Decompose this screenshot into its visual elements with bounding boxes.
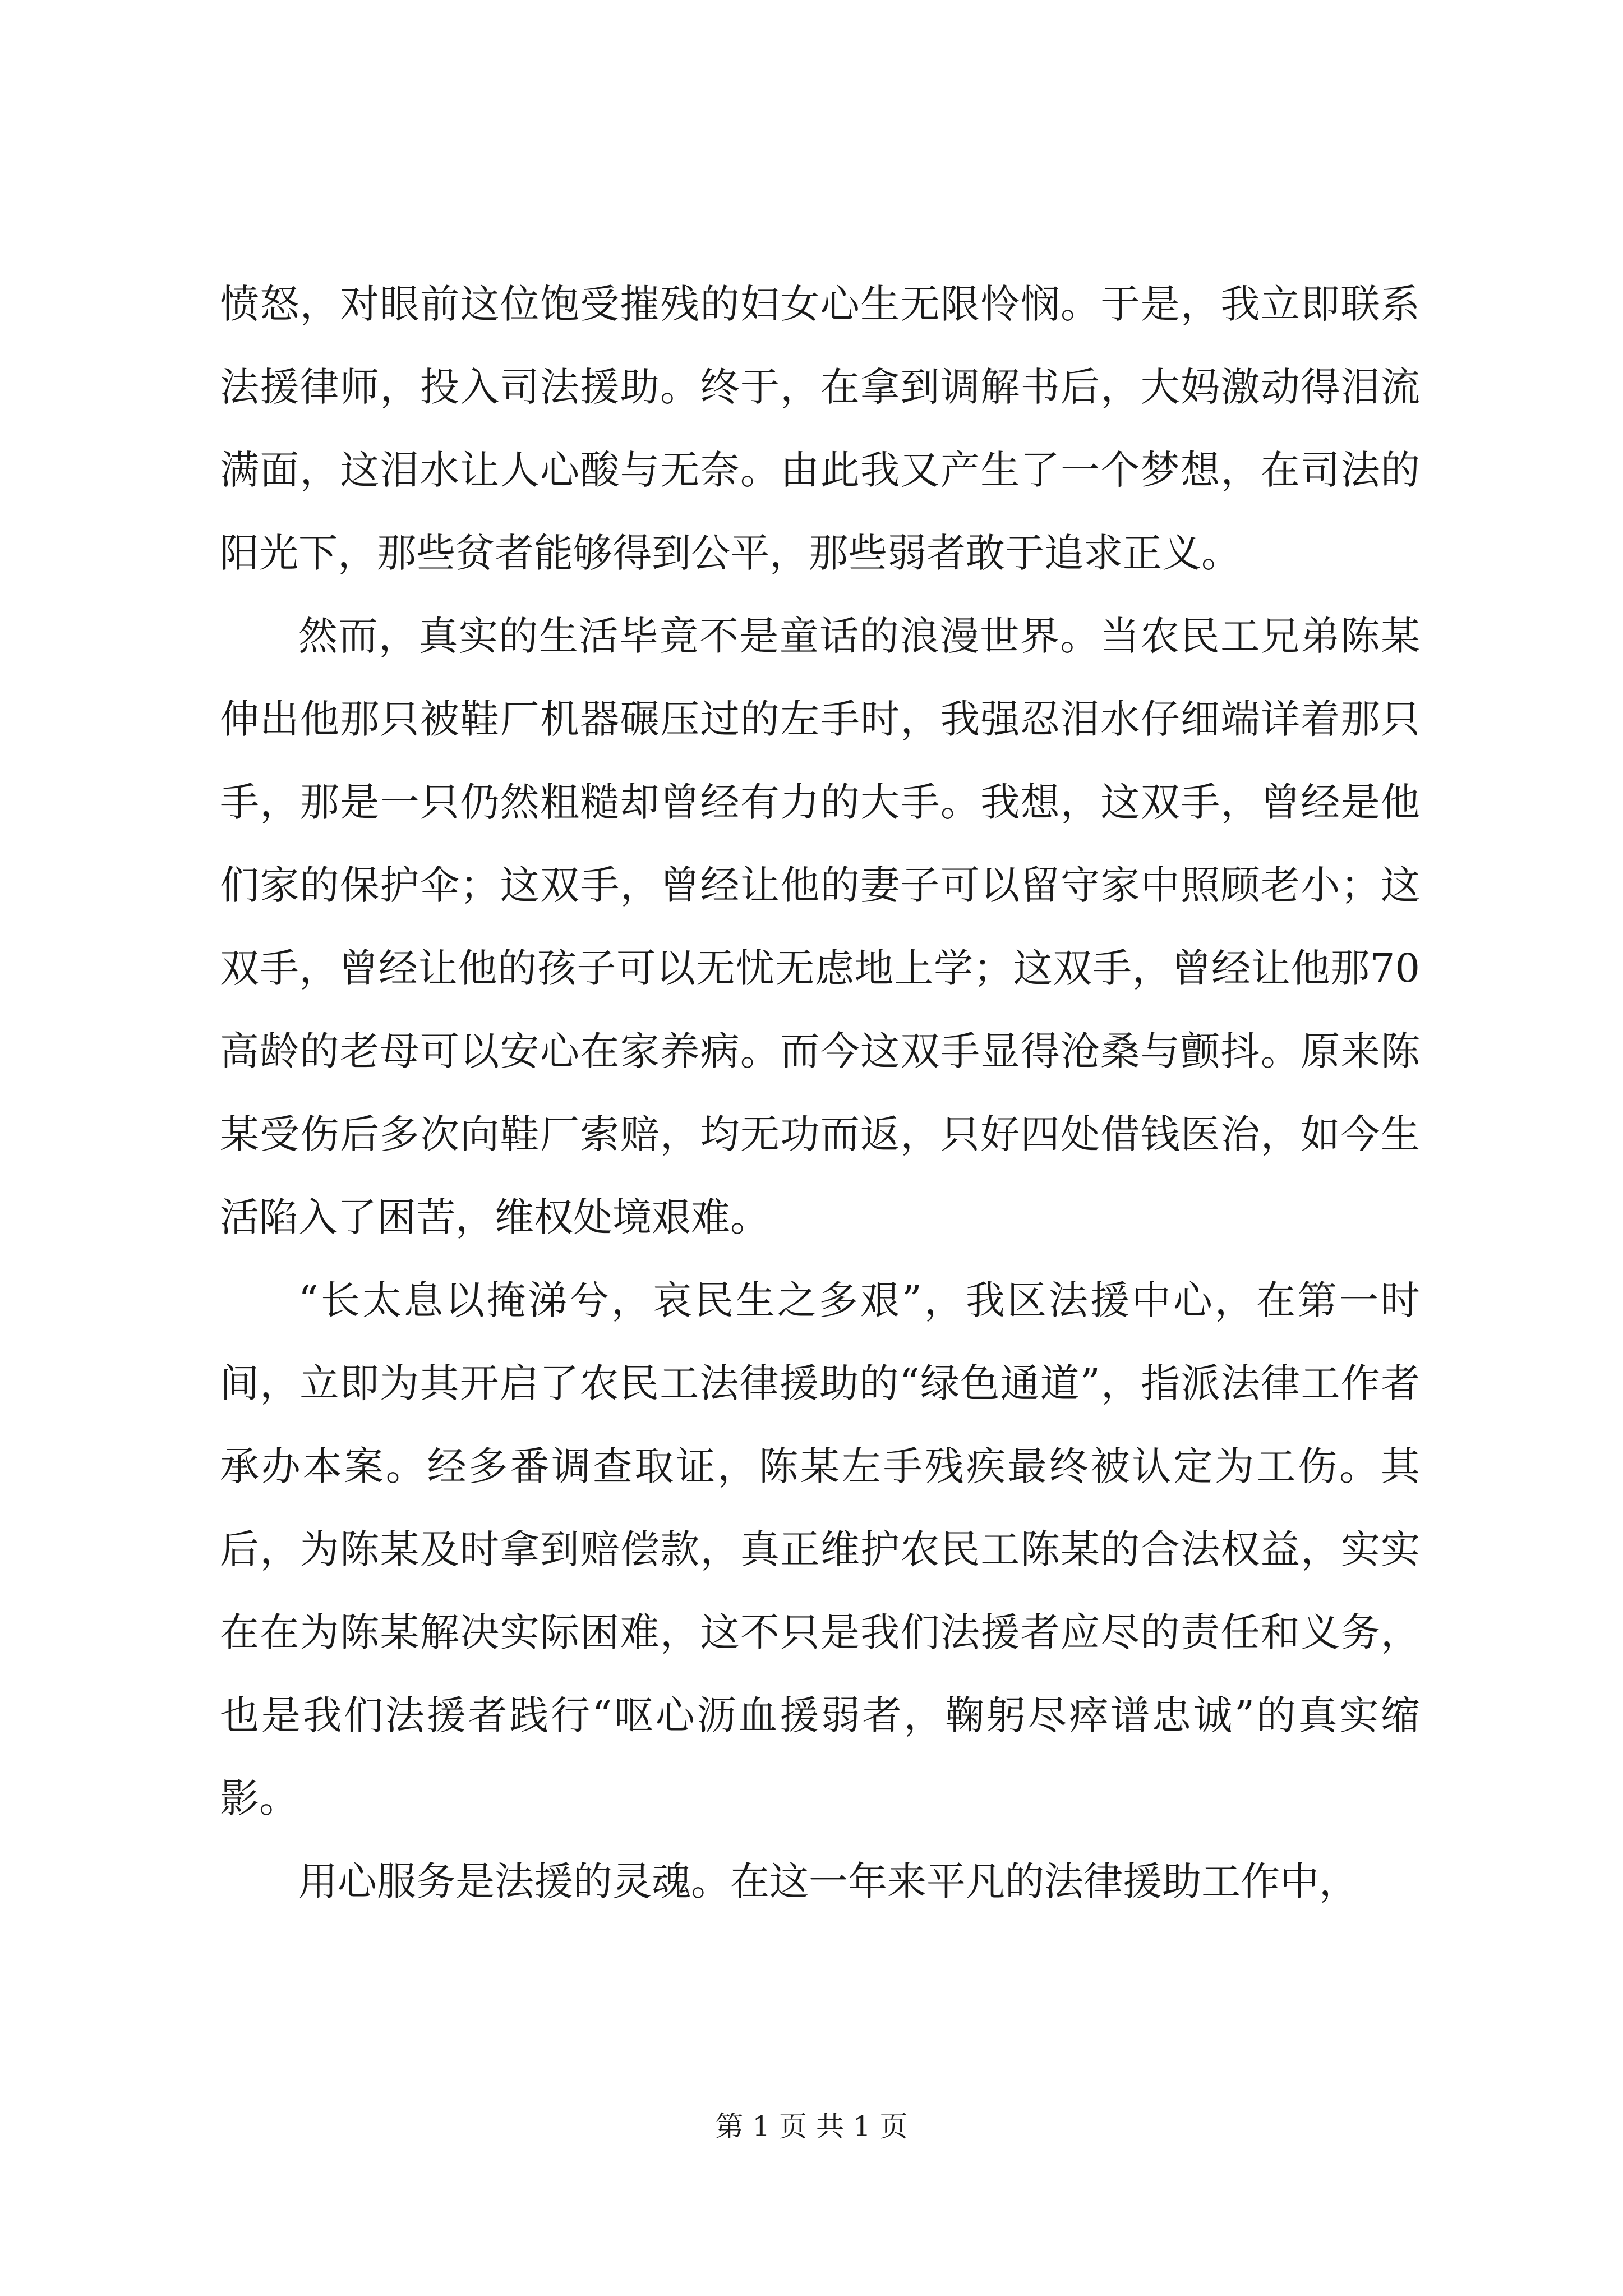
page-footer: 第 1 页 共 1 页 <box>715 2110 908 2143</box>
document-body <box>220 263 1420 1923</box>
paragraph-4: 用心服务是法援的灵魂。在这一年来平凡的法律援助工作中， <box>298 1858 1358 1904</box>
paragraph-3: “长太息以掩涕兮，哀民生之多艰”，我区法援中心，在第一时间，立即为其开启了农民工法律援助的“绿色通道”，指派法律工作者承办本案。经多番调查取证，陈某左手残疾最终被认定为工伤。其后，为陈某及时拿到赔偿款，真正维护农民工陈某的合法权益，实实在在为陈某解决实际困难，这不只是我们法援者应尽的责任和义务，也是我们法援者践行“呕心沥血援弱者，鞠躬尽瘁谱忠诚”的真实缩影。 <box>220 1277 1420 1821</box>
paragraph-2: 然而，真实的生活毕竟不是童话的浪漫世界。当农民工兄弟陈某伸出他那只被鞋厂机器碾压过的左手时，我强忍泪水仔细端详着那只手，那是一只仍然粗糙却曾经有力的大手。我想，这双手，曾经是他们家的保护伞；这双手，曾经让他的妻子可以留守家中照顾老小；这双手，曾经让他的孩子可以无忧无虑地上学；这双手，曾经让他那70高龄的老母可以安心在家养病。而今这双手显得沧桑与颤抖。原来陈某受伤后多次向鞋厂索赔，均无功而返，只好四处借钱医治，如今生活陷入了困苦，维权处境艰难。 <box>220 613 1420 1240</box>
paragraph-1: 愤怒，对眼前这位饱受摧残的妇女心生无限怜悯。于是，我立即联系法援律师，投入司法援助。终于，在拿到调解书后，大妈激动得泪流满面，这泪水让人心酸与无奈。由此我又产生了一个梦想，在司法的阳光下，那些贫者能够得到公平，那些弱者敢于追求正义。 <box>220 281 1420 576</box>
